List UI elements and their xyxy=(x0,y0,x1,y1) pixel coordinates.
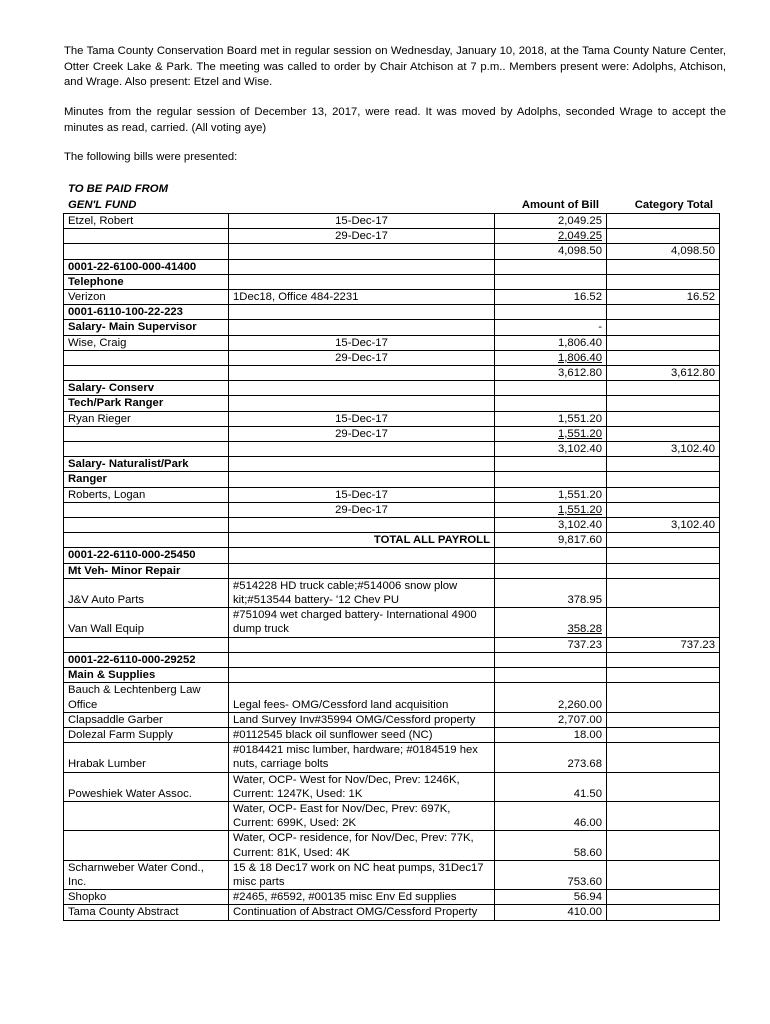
table-row xyxy=(64,411,720,426)
description-cell xyxy=(229,548,495,563)
description-cell xyxy=(229,411,495,426)
amount-text: 410.00 xyxy=(567,906,602,919)
description-text: 29-Dec-17 xyxy=(335,503,388,516)
amount-cell xyxy=(495,890,607,905)
description-text: #751094 wet charged battery- International 4900 dump truck xyxy=(233,609,477,636)
table-row xyxy=(64,290,720,305)
amount-cell xyxy=(495,305,607,320)
description-text: #2465, #6592, #00135 misc Env Ed supplies xyxy=(233,891,457,904)
payee-cell xyxy=(64,290,229,305)
table-row xyxy=(64,396,720,411)
payee-cell xyxy=(64,637,229,652)
category-total-cell xyxy=(607,426,720,441)
category-total-cell xyxy=(607,487,720,502)
amount-text: 18.00 xyxy=(573,728,602,741)
category-total-cell xyxy=(607,772,720,801)
table-row xyxy=(64,548,720,563)
description-text: 29-Dec-17 xyxy=(335,351,388,364)
amount-text: 58.60 xyxy=(573,846,602,859)
description-text: 15-Dec-17 xyxy=(335,215,388,227)
category-total-cell xyxy=(607,637,720,652)
payee-cell xyxy=(64,457,229,472)
description-cell xyxy=(229,305,495,320)
payee-cell xyxy=(64,244,229,259)
table-row xyxy=(64,274,720,289)
amount-cell xyxy=(495,743,607,772)
category-total-cell xyxy=(607,274,720,289)
amount-text: 378.95 xyxy=(567,594,602,607)
amount-cell xyxy=(495,578,607,607)
amount-cell xyxy=(495,472,607,487)
amount-cell xyxy=(495,502,607,517)
payee-cell xyxy=(64,563,229,578)
payee-text: Scharnweber Water Cond., Inc. xyxy=(68,861,204,888)
fund-heading-line2: GEN'L FUND xyxy=(68,199,137,211)
description-cell xyxy=(229,244,495,259)
category-total-cell xyxy=(607,652,720,667)
amount-text: 3,102.40 xyxy=(558,443,602,456)
payee-cell xyxy=(64,801,229,830)
category-column-header: Category Total xyxy=(634,199,713,211)
category-total-text: 3,102.40 xyxy=(671,519,715,532)
amount-cell xyxy=(495,683,607,712)
description-cell xyxy=(229,652,495,667)
fund-heading-line1: TO BE PAID FROM xyxy=(68,183,169,195)
description-cell xyxy=(229,831,495,860)
category-total-cell xyxy=(607,563,720,578)
amount-cell xyxy=(495,274,607,289)
category-total-text: 16.52 xyxy=(686,291,715,304)
table-row xyxy=(64,668,720,683)
table-row xyxy=(64,518,720,533)
amount-cell xyxy=(495,229,607,244)
description-cell xyxy=(229,533,495,548)
table-row xyxy=(64,652,720,667)
table-row xyxy=(64,381,720,396)
description-text: Water, OCP- East for Nov/Dec, Prev: 697K, Current: 699K, Used: 2K xyxy=(233,802,451,830)
amount-cell xyxy=(495,350,607,365)
description-cell xyxy=(229,801,495,830)
table-row xyxy=(64,442,720,457)
description-cell xyxy=(229,727,495,742)
description-cell xyxy=(229,608,495,637)
category-total-cell xyxy=(607,533,720,548)
payee-text: Van Wall Equip xyxy=(68,623,144,636)
description-cell xyxy=(229,578,495,607)
amount-cell xyxy=(495,214,607,229)
description-cell xyxy=(229,457,495,472)
payee-text: Tama County Abstract xyxy=(68,906,179,919)
table-row xyxy=(64,608,720,637)
meeting-intro-paragraph: The Tama County Conservation Board met in regular session on Wednesday, January 10, 2018, at the Tama County Nature Center, Otter Creek Lake & Park. The meeting was called to order by Chair Atchison at 7 p.m.. Members present were: Adolphs, Atchison, and Wrage. Also present: Etzel and Wise. xyxy=(64,45,726,88)
description-cell xyxy=(229,381,495,396)
table-row xyxy=(64,637,720,652)
table-row xyxy=(64,578,720,607)
payee-text: 0001-22-6110-000-25450 xyxy=(68,549,196,562)
payee-cell xyxy=(64,305,229,320)
bills-intro-paragraph: The following bills were presented: xyxy=(64,151,238,163)
amount-cell xyxy=(495,396,607,411)
amount-text: 2,049.25 xyxy=(558,230,602,243)
payee-cell xyxy=(64,860,229,889)
table-row xyxy=(64,320,720,335)
payee-text: Wise, Craig xyxy=(68,336,127,349)
table-row xyxy=(64,890,720,905)
amount-cell xyxy=(495,548,607,563)
category-total-cell xyxy=(607,743,720,772)
table-row xyxy=(64,350,720,365)
payee-text: Main & Supplies xyxy=(68,669,156,682)
amount-cell xyxy=(495,727,607,742)
category-total-cell xyxy=(607,320,720,335)
amount-text: 2,260.00 xyxy=(558,698,602,711)
payee-cell xyxy=(64,548,229,563)
table-row xyxy=(64,801,720,830)
table-row xyxy=(64,860,720,889)
amount-text: 56.94 xyxy=(573,891,602,904)
payee-text: Mt Veh- Minor Repair xyxy=(68,564,181,577)
table-row xyxy=(64,335,720,350)
category-total-text: 3,102.40 xyxy=(671,443,715,456)
payee-text: Telephone xyxy=(68,275,124,288)
table-row xyxy=(64,533,720,548)
description-cell xyxy=(229,320,495,335)
category-total-cell xyxy=(607,801,720,830)
category-total-cell xyxy=(607,518,720,533)
payee-cell xyxy=(64,366,229,381)
category-total-cell xyxy=(607,411,720,426)
table-row xyxy=(64,563,720,578)
description-text: 29-Dec-17 xyxy=(335,427,388,440)
table-row xyxy=(64,727,720,742)
category-total-cell xyxy=(607,229,720,244)
description-text: 15-Dec-17 xyxy=(335,488,388,501)
amount-cell xyxy=(495,801,607,830)
category-total-cell xyxy=(607,259,720,274)
payee-cell xyxy=(64,578,229,607)
amount-cell xyxy=(495,442,607,457)
description-cell xyxy=(229,335,495,350)
minutes-paragraph: Minutes from the regular session of December 13, 2017, were read. It was moved by Adolphs, seconded Wrage to accept the minutes as read, carried. (All voting aye) xyxy=(64,106,726,134)
amount-text: 1,551.20 xyxy=(558,503,602,516)
category-total-cell xyxy=(607,214,720,229)
amount-cell xyxy=(495,518,607,533)
table-row xyxy=(64,457,720,472)
description-cell xyxy=(229,290,495,305)
amount-text: 1,806.40 xyxy=(558,351,602,364)
payee-cell xyxy=(64,533,229,548)
category-total-cell xyxy=(607,548,720,563)
category-total-cell xyxy=(607,366,720,381)
description-text: Water, OCP- residence, for Nov/Dec, Prev: 77K, Current: 81K, Used: 4K xyxy=(233,832,474,859)
payee-cell xyxy=(64,259,229,274)
category-total-cell xyxy=(607,668,720,683)
payee-cell xyxy=(64,350,229,365)
description-cell xyxy=(229,637,495,652)
description-cell xyxy=(229,426,495,441)
amount-text: 1,551.20 xyxy=(558,427,602,440)
description-text: Land Survey Inv#35994 OMG/Cessford property xyxy=(233,713,476,726)
payee-cell xyxy=(64,502,229,517)
payee-text: Ryan Rieger xyxy=(68,412,131,425)
amount-cell xyxy=(495,411,607,426)
description-cell xyxy=(229,442,495,457)
payee-cell xyxy=(64,487,229,502)
payee-cell xyxy=(64,652,229,667)
amount-text: 2,707.00 xyxy=(558,713,602,726)
amount-text: 2,049.25 xyxy=(558,215,602,227)
description-text: #0112545 black oil sunflower seed (NC) xyxy=(233,728,433,741)
amount-column-header: Amount of Bill xyxy=(521,199,599,211)
payee-text: Shopko xyxy=(68,891,107,904)
category-total-cell xyxy=(607,244,720,259)
description-cell xyxy=(229,905,495,920)
payee-text: Bauch & Lechtenberg Law Office xyxy=(68,684,201,711)
description-cell xyxy=(229,668,495,683)
description-cell xyxy=(229,712,495,727)
amount-cell xyxy=(495,366,607,381)
table-row xyxy=(64,305,720,320)
description-text: TOTAL ALL PAYROLL xyxy=(373,534,490,547)
payee-cell xyxy=(64,712,229,727)
table-row xyxy=(64,831,720,860)
category-total-cell xyxy=(607,683,720,712)
payee-cell xyxy=(64,743,229,772)
payee-text: Salary- Naturalist/Park xyxy=(68,458,189,471)
payee-cell xyxy=(64,472,229,487)
amount-cell xyxy=(495,831,607,860)
payee-text: Dolezal Farm Supply xyxy=(68,728,173,741)
category-total-cell xyxy=(607,335,720,350)
description-cell xyxy=(229,274,495,289)
payee-text: Salary- Conserv xyxy=(68,382,155,395)
description-text: 15-Dec-17 xyxy=(335,336,388,349)
amount-text: 737.23 xyxy=(567,638,602,651)
amount-text: - xyxy=(598,321,602,334)
amount-cell xyxy=(495,533,607,548)
amount-cell xyxy=(495,668,607,683)
payee-cell xyxy=(64,905,229,920)
payee-cell xyxy=(64,608,229,637)
category-total-cell xyxy=(607,890,720,905)
description-cell xyxy=(229,772,495,801)
payee-cell xyxy=(64,381,229,396)
table-row xyxy=(64,259,720,274)
payee-cell xyxy=(64,890,229,905)
category-total-cell xyxy=(607,860,720,889)
payee-cell xyxy=(64,411,229,426)
payee-text: Hrabak Lumber xyxy=(68,758,146,771)
payee-text: Ranger xyxy=(68,473,107,486)
category-total-cell xyxy=(607,290,720,305)
category-total-cell xyxy=(607,305,720,320)
description-cell xyxy=(229,563,495,578)
table-row xyxy=(64,772,720,801)
amount-text: 1,551.20 xyxy=(558,412,602,425)
table-row xyxy=(64,905,720,920)
table-row xyxy=(64,743,720,772)
amount-cell xyxy=(495,652,607,667)
payee-cell xyxy=(64,442,229,457)
payee-cell xyxy=(64,335,229,350)
description-cell xyxy=(229,350,495,365)
amount-cell xyxy=(495,637,607,652)
amount-cell xyxy=(495,381,607,396)
table-row xyxy=(64,229,720,244)
amount-cell xyxy=(495,426,607,441)
payee-text: Tech/Park Ranger xyxy=(68,397,164,410)
table-row xyxy=(64,683,720,712)
payee-text: Roberts, Logan xyxy=(68,488,146,501)
payee-cell xyxy=(64,214,229,229)
description-cell xyxy=(229,890,495,905)
category-total-text: 737.23 xyxy=(680,638,715,651)
amount-text: 41.50 xyxy=(573,787,602,800)
category-total-cell xyxy=(607,727,720,742)
payee-text: Verizon xyxy=(68,291,106,304)
payee-cell xyxy=(64,426,229,441)
category-total-cell xyxy=(607,457,720,472)
description-cell xyxy=(229,683,495,712)
category-total-cell xyxy=(607,396,720,411)
description-cell xyxy=(229,518,495,533)
payee-text: Clapsaddle Garber xyxy=(68,713,163,726)
description-text: 1Dec18, Office 484-2231 xyxy=(233,291,359,304)
payee-cell xyxy=(64,772,229,801)
amount-cell xyxy=(495,712,607,727)
payee-cell xyxy=(64,683,229,712)
amount-cell xyxy=(495,457,607,472)
category-total-cell xyxy=(607,905,720,920)
amount-cell xyxy=(495,772,607,801)
amount-text: 1,551.20 xyxy=(558,488,602,501)
description-text: #0184421 misc lumber, hardware; #0184519 hex nuts, carriage bolts xyxy=(233,744,478,771)
category-total-cell xyxy=(607,472,720,487)
category-total-text: 3,612.80 xyxy=(671,367,715,380)
payee-cell xyxy=(64,668,229,683)
table-row xyxy=(64,472,720,487)
category-total-text: 4,098.50 xyxy=(671,245,715,258)
table-row xyxy=(64,426,720,441)
description-text: 15 & 18 Dec17 work on NC heat pumps, 31Dec17 misc parts xyxy=(233,861,484,888)
category-total-cell xyxy=(607,502,720,517)
description-cell xyxy=(229,259,495,274)
description-text: 29-Dec-17 xyxy=(335,230,388,243)
amount-text: 3,102.40 xyxy=(558,519,602,532)
amount-cell xyxy=(495,244,607,259)
description-cell xyxy=(229,743,495,772)
payee-cell xyxy=(64,229,229,244)
payee-cell xyxy=(64,727,229,742)
amount-cell xyxy=(495,608,607,637)
category-total-cell xyxy=(607,578,720,607)
payee-cell xyxy=(64,274,229,289)
amount-cell xyxy=(495,335,607,350)
payee-text: Etzel, Robert xyxy=(68,215,134,227)
description-cell xyxy=(229,502,495,517)
amount-text: 273.68 xyxy=(567,758,602,771)
description-cell xyxy=(229,860,495,889)
amount-text: 4,098.50 xyxy=(558,245,602,258)
payee-cell xyxy=(64,320,229,335)
description-cell xyxy=(229,366,495,381)
amount-text: 16.52 xyxy=(573,291,602,304)
payee-text: Poweshiek Water Assoc. xyxy=(68,787,192,800)
amount-cell xyxy=(495,563,607,578)
payee-text: Salary- Main Supervisor xyxy=(68,321,197,334)
amount-text: 358.28 xyxy=(567,623,602,636)
amount-cell xyxy=(495,860,607,889)
category-total-cell xyxy=(607,712,720,727)
description-cell xyxy=(229,229,495,244)
table-row xyxy=(64,487,720,502)
category-total-cell xyxy=(607,350,720,365)
description-cell xyxy=(229,487,495,502)
payee-text: 0001-22-6110-000-29252 xyxy=(68,653,196,666)
payee-text: 0001-6110-100-22-223 xyxy=(68,306,183,319)
table-row xyxy=(64,244,720,259)
amount-cell xyxy=(495,290,607,305)
bills-table xyxy=(63,213,720,921)
amount-cell xyxy=(495,905,607,920)
amount-cell xyxy=(495,487,607,502)
description-text: #514228 HD truck cable;#514006 snow plow kit;#513544 battery- '12 Chev PU xyxy=(233,579,458,607)
payee-cell xyxy=(64,831,229,860)
table-row xyxy=(64,214,720,229)
amount-text: 3,612.80 xyxy=(558,367,602,380)
description-text: Legal fees- OMG/Cessford land acquisition xyxy=(233,698,449,711)
payee-text: 0001-22-6100-000-41400 xyxy=(68,260,197,273)
amount-cell xyxy=(495,259,607,274)
description-text: Water, OCP- West for Nov/Dec, Prev: 1246K, Current: 1247K, Used: 1K xyxy=(233,773,460,800)
payee-cell xyxy=(64,518,229,533)
category-total-cell xyxy=(607,608,720,637)
payee-text: J&V Auto Parts xyxy=(68,594,144,607)
amount-text: 753.60 xyxy=(567,875,602,888)
payee-cell xyxy=(64,396,229,411)
amount-text: 9,817.60 xyxy=(558,534,602,547)
table-row xyxy=(64,712,720,727)
description-cell xyxy=(229,214,495,229)
description-text: Continuation of Abstract OMG/Cessford Property xyxy=(233,906,478,919)
description-cell xyxy=(229,472,495,487)
category-total-cell xyxy=(607,381,720,396)
description-cell xyxy=(229,396,495,411)
amount-text: 46.00 xyxy=(573,817,602,830)
category-total-cell xyxy=(607,442,720,457)
amount-cell xyxy=(495,320,607,335)
category-total-cell xyxy=(607,831,720,860)
table-row xyxy=(64,366,720,381)
amount-text: 1,806.40 xyxy=(558,336,602,349)
description-text: 15-Dec-17 xyxy=(335,412,388,425)
table-row xyxy=(64,502,720,517)
